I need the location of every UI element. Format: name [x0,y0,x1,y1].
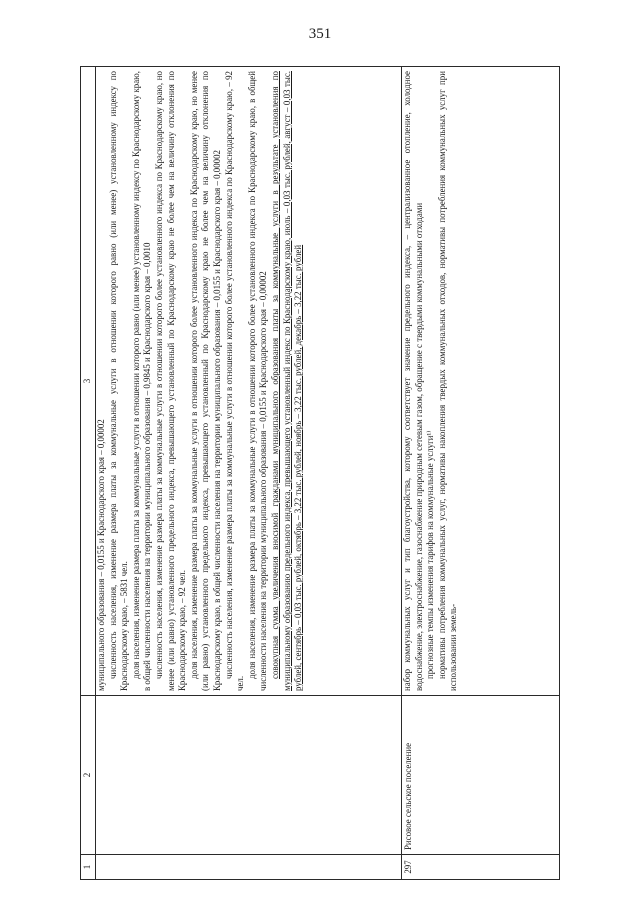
row-paragraph: набор коммунальных услуг и тип благоустройства, которому соответствует значение предельного индекса, – централизованное отопление, холодное водоснабжение, электроснабжение, газоснабжение природным сетевым газом, обращение с твердыми коммунальными отходами [402,71,424,691]
continuation-paragraph: совокупная сумма увеличения вносимой гражданами муниципального образования платы за коммунальные услуги в результате установления по муниципальному образованию предельного индекса, превышающего установленный индекс по Краснодарскому краю, июль – 0,03 тыс. рублей, август – 0,03 тыс. рублей, сентябрь – 0,03 тыс. рублей, октябрь – 3,22 тыс. рублей, ноябрь – 3,22 тыс. рублей, декабрь – 3,22 тыс. рублей [269,71,304,691]
rotated-table-container [80,70,560,880]
row-content-cell [402,67,560,696]
continuation-row [96,67,402,880]
continuation-paragraph: доля населения, изменение размера платы за коммунальные услуги в отношении которого более установленного индекса по Краснодарскому краю, но менее (или равно) установленного предельного индекса, превышающего установленный по Краснодарскому краю не более чем на величину отклонения по Краснодарскому краю, в общей численности населения на территории муниципального образования – 0,0155 и Краснодарского края – 0,00002 [188,71,222,691]
continuation-settlement-cell [96,696,402,855]
header-cell-2: 2 [81,696,96,855]
row-paragraph: прогнозные темпы изменения тарифов на коммунальные услуги¹⁾ [425,430,436,679]
row-paragraph: нормативы потребления коммунальных услуг, нормативы накопления твердых коммунальных отходов, нормативы потребления коммунальных услуг при использовании земель- [436,71,459,691]
continuation-paragraph: муниципального образования – 0,0155 и Краснодарского края – 0,00002 [96,419,106,691]
continuation-paragraph: численность населения, изменение размера платы за коммунальные услуги в отношении которого более установленного индекса по Краснодарскому краю, – 92 чел. [223,71,246,691]
continuation-number-cell [96,855,402,880]
settlement-name: Рисовое сельское поселение [402,696,560,855]
continuation-paragraph: численность населения, изменение размера платы за коммунальные услуги в отношении которого равно (или менее) установленному индексу по Краснодарскому краю, – 5831 чел. [107,71,130,691]
header-cell-3: 3 [81,67,96,696]
table-header-row [81,67,96,880]
header-cell-1: 1 [81,855,96,880]
continuation-paragraph: доля населения, изменение размера платы за коммунальные услуги в отношении которого равно (или менее) установленному индексу по Краснодарскому краю, в общей численности населения на территории муниципального образования – 0,9845 и Краснодарского края – 0,0010 [130,71,153,691]
continuation-content-cell [96,67,402,696]
tariff-table [80,66,560,880]
continuation-paragraph: доля населения, изменение размера платы за коммунальные услуги в отношении которого более установленного индекса по Краснодарскому краю, в общей численности населения на территории муниципального образования – 0,0155 и Краснодарского края – 0,00002 [246,71,269,691]
table-row [402,67,560,880]
page-number: 351 [308,26,332,42]
row-number: 297 [402,855,560,880]
continuation-paragraph: численность населения, изменение размера платы за коммунальные услуги в отношении которого более установленного индекса по Краснодарскому краю, но менее (или равно) установленного предельного индекса, превышающего установленный по Краснодарскому краю не более чем на величину отклонения по Краснодарскому краю, – 92 чел. [153,71,188,691]
